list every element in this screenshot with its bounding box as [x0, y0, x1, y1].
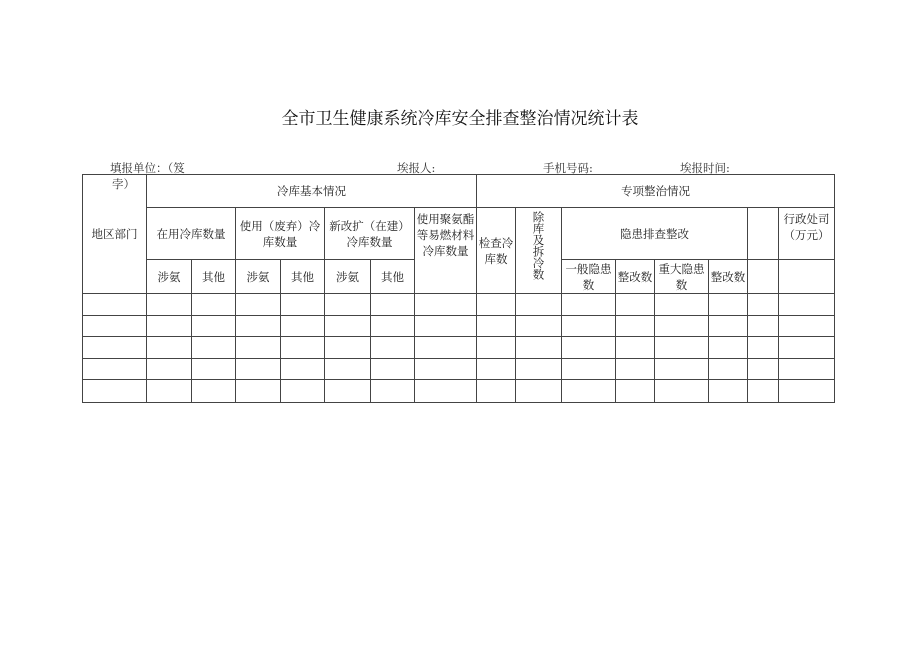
table-row — [83, 359, 835, 380]
table-cell[interactable] — [709, 316, 748, 337]
table-cell[interactable] — [477, 337, 516, 359]
header-special: 专项整治情况 — [477, 175, 835, 208]
table-row — [83, 316, 835, 337]
table-cell[interactable] — [516, 316, 562, 337]
table-cell[interactable] — [616, 337, 655, 359]
unit-label: 填报单位：（笈 — [110, 161, 185, 175]
table-cell[interactable] — [415, 380, 477, 403]
table-cell[interactable] — [709, 294, 748, 316]
table-row — [83, 380, 835, 403]
header-row-2 — [83, 208, 835, 260]
table-cell[interactable] — [415, 337, 477, 359]
table-row — [83, 337, 835, 359]
table-cell[interactable] — [516, 294, 562, 316]
table-cell[interactable] — [655, 337, 709, 359]
header-row-1 — [83, 175, 835, 208]
table-cell[interactable] — [236, 380, 281, 403]
table-cell[interactable] — [516, 337, 562, 359]
table-cell[interactable] — [371, 380, 415, 403]
table-cell[interactable] — [655, 294, 709, 316]
table-cell[interactable] — [325, 337, 371, 359]
header-disused: 使用（废弃）冷库数量 — [236, 208, 325, 260]
table-cell[interactable] — [477, 359, 516, 380]
table-cell[interactable] — [516, 380, 562, 403]
table-cell[interactable] — [281, 380, 325, 403]
time-label: 埃报时间: — [680, 161, 730, 175]
table-cell[interactable] — [616, 359, 655, 380]
header-demolish: 除库及拆冷数 — [516, 208, 562, 294]
table-cell[interactable] — [616, 380, 655, 403]
table-cell[interactable] — [371, 337, 415, 359]
table-cell[interactable] — [748, 380, 779, 403]
contact-label: 埃报人: — [397, 161, 436, 175]
header-other-3: 其他 — [371, 260, 415, 294]
table-cell[interactable] — [83, 294, 147, 316]
header-rectified-1: 整改数 — [616, 260, 655, 294]
header-hazard: 隐患排查整改 — [562, 208, 748, 260]
table-cell[interactable] — [655, 359, 709, 380]
header-other-1: 其他 — [192, 260, 236, 294]
phone-label: 手机号码: — [543, 161, 593, 175]
header-ammonia-1: 涉氨 — [147, 260, 192, 294]
header-foam: 使用聚氨酯等易燃材料冷库数量 — [415, 208, 477, 294]
table-cell[interactable] — [779, 316, 835, 337]
header-checked: 检查冷库数 — [477, 208, 516, 294]
data-rows — [83, 294, 835, 403]
stats-table — [82, 174, 835, 403]
table-cell[interactable] — [655, 380, 709, 403]
table-cell[interactable] — [83, 380, 147, 403]
table-cell[interactable] — [281, 316, 325, 337]
table-cell[interactable] — [779, 337, 835, 359]
table-cell[interactable] — [281, 359, 325, 380]
header-ammonia-2: 涉氨 — [236, 260, 281, 294]
table-cell[interactable] — [371, 316, 415, 337]
table-cell[interactable] — [371, 359, 415, 380]
table-cell[interactable] — [83, 337, 147, 359]
table-cell[interactable] — [325, 359, 371, 380]
header-rectified-2: 整改数 — [709, 260, 748, 294]
table-cell[interactable] — [236, 316, 281, 337]
table-cell[interactable] — [709, 337, 748, 359]
table-cell[interactable] — [477, 294, 516, 316]
table-cell[interactable] — [147, 294, 192, 316]
table-cell[interactable] — [147, 380, 192, 403]
header-region: 地区部门 — [83, 175, 147, 294]
table-cell[interactable] — [709, 359, 748, 380]
table-cell[interactable] — [748, 294, 779, 316]
table-cell[interactable] — [325, 380, 371, 403]
table-cell[interactable] — [83, 359, 147, 380]
table-cell[interactable] — [748, 337, 779, 359]
table-cell[interactable] — [748, 359, 779, 380]
header-general-hazard: 一般隐患数 — [562, 260, 616, 294]
table-cell[interactable] — [147, 316, 192, 337]
table-cell[interactable] — [192, 359, 236, 380]
table-cell[interactable] — [562, 359, 616, 380]
table-cell[interactable] — [192, 337, 236, 359]
table-cell[interactable] — [477, 316, 516, 337]
table-cell[interactable] — [236, 337, 281, 359]
table-cell[interactable] — [477, 380, 516, 403]
table-cell[interactable] — [147, 337, 192, 359]
table-cell[interactable] — [748, 316, 779, 337]
table-cell[interactable] — [281, 337, 325, 359]
table-cell[interactable] — [415, 359, 477, 380]
table-cell[interactable] — [371, 294, 415, 316]
table-cell[interactable] — [779, 294, 835, 316]
header-blank-b — [748, 260, 779, 294]
table-cell[interactable] — [325, 316, 371, 337]
table-cell[interactable] — [415, 316, 477, 337]
table-cell[interactable] — [236, 359, 281, 380]
table-cell[interactable] — [236, 294, 281, 316]
table-cell[interactable] — [516, 359, 562, 380]
header-ammonia-3: 涉氨 — [325, 260, 371, 294]
header-blank-a — [748, 208, 779, 260]
header-other-2: 其他 — [281, 260, 325, 294]
table-cell[interactable] — [562, 294, 616, 316]
table-cell[interactable] — [709, 380, 748, 403]
header-new-build: 新改扩（在建）冷库数量 — [325, 208, 415, 260]
header-in-use: 在用冷库数量 — [147, 208, 236, 260]
table-cell[interactable] — [562, 316, 616, 337]
table-cell[interactable] — [562, 337, 616, 359]
table-cell[interactable] — [616, 294, 655, 316]
table-cell[interactable] — [616, 316, 655, 337]
table-cell[interactable] — [562, 380, 616, 403]
table-cell[interactable] — [192, 380, 236, 403]
header-basic: 冷库基本情况 — [147, 175, 477, 208]
header-blank-c — [779, 260, 835, 294]
table-cell[interactable] — [192, 294, 236, 316]
table-cell[interactable] — [325, 294, 371, 316]
table-cell[interactable] — [415, 294, 477, 316]
table-cell[interactable] — [779, 359, 835, 380]
header-penalty: 行政处司（万元） — [779, 208, 835, 260]
table-cell[interactable] — [83, 316, 147, 337]
table-cell[interactable] — [779, 380, 835, 403]
table-row — [83, 294, 835, 316]
table-cell[interactable] — [192, 316, 236, 337]
table-cell[interactable] — [655, 316, 709, 337]
unit-label-overflow: 孛） — [112, 177, 135, 191]
header-major-hazard: 重大隐患数 — [655, 260, 709, 294]
table-cell[interactable] — [281, 294, 325, 316]
table-cell[interactable] — [147, 359, 192, 380]
page-title: 全市卫生健康系统冷库安全排查整治情况统计表 — [281, 109, 639, 129]
